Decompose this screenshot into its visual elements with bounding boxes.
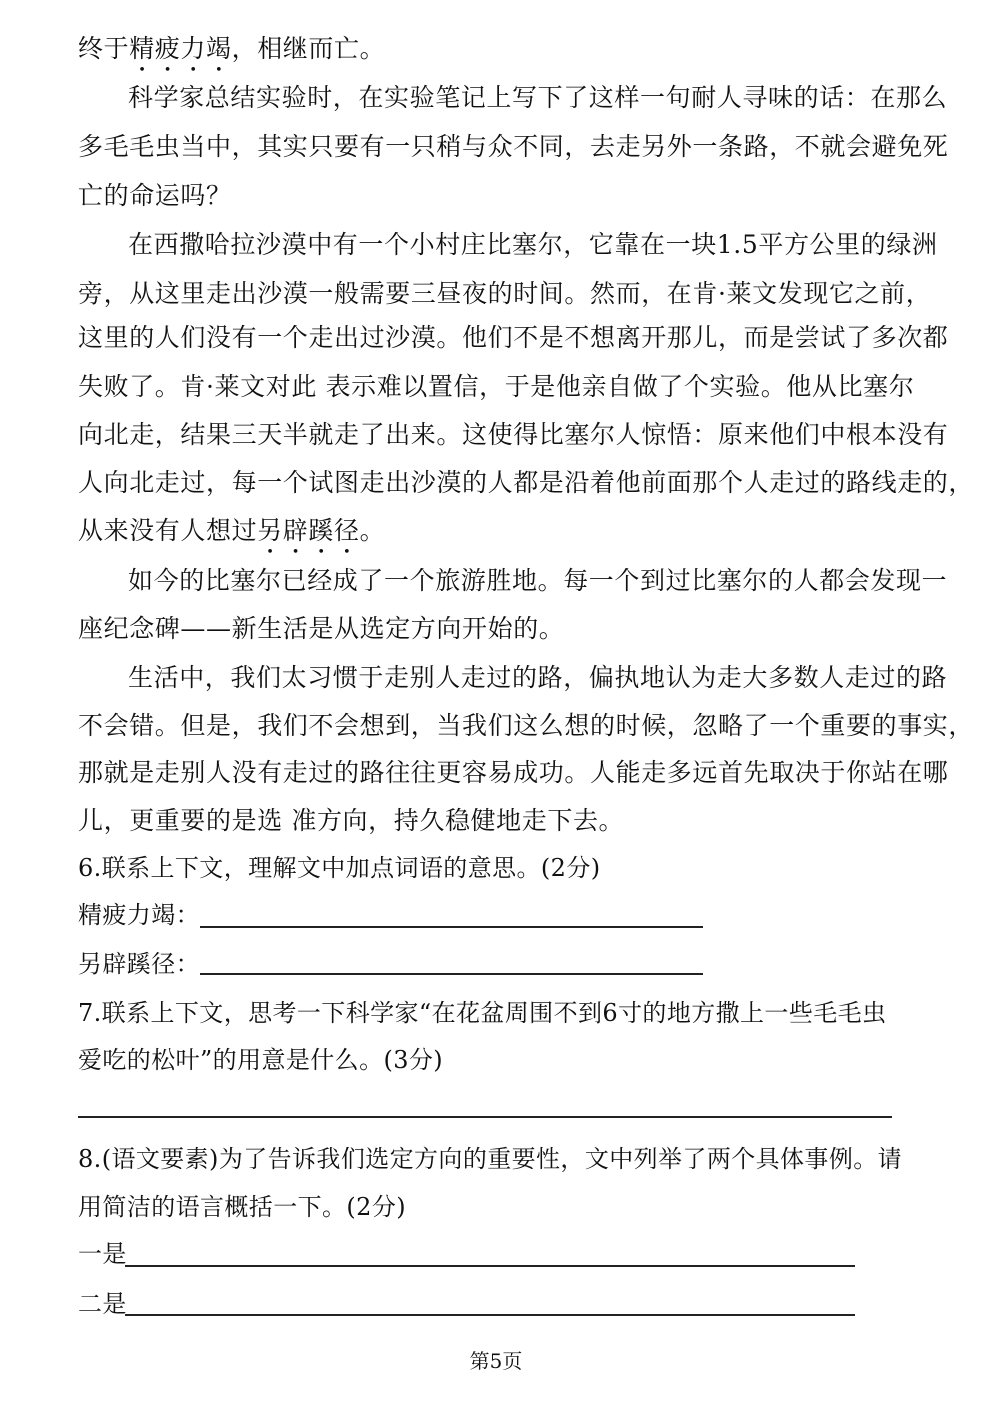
passage-line: 那就是走别人没有走过的路往往更容易成功。人能走多远首先取决于你站在哪 xyxy=(78,758,949,787)
answer-blank-6a[interactable] xyxy=(200,926,703,928)
passage-line: 向北走，结果三天半就走了出来。这使得比塞尔人惊悟：原来他们中根本没有 xyxy=(78,420,949,449)
question-6-label-a: 精疲力竭： xyxy=(78,901,200,929)
passage-line: 人向北走过，每一个试图走出沙漠的人都是沿着他前面那个人走过的路线走的， xyxy=(78,468,975,497)
text: 终于 xyxy=(78,34,130,63)
passage-line: 不会错。但是，我们不会想到，当我们这么想的时候，忽略了一个重要的事实， xyxy=(78,711,975,740)
question-7-line1: 7.联系上下文，思考一下科学家“在花盆周围不到6寸的地方撒上一些毛毛虫 xyxy=(78,999,887,1027)
passage-line: 生活中，我们太习惯于走别人走过的路，偏执地认为走大多数人走过的路 xyxy=(128,663,948,692)
answer-blank-8a[interactable] xyxy=(125,1265,855,1267)
text: 。 xyxy=(359,516,386,545)
passage-line: 在西撒哈拉沙漠中有一个小村庄比塞尔，它靠在一块1.5平方公里的绿洲 xyxy=(128,230,938,259)
text: 从来没有人想过 xyxy=(78,516,258,545)
passage-line: 这里的人们没有一个走出过沙漠。他们不是不想离开那儿，而是尝试了多次都 xyxy=(78,323,949,352)
question-6: 6.联系上下文，理解文中加点词语的意思。(2分) xyxy=(78,854,601,882)
passage-line xyxy=(78,32,385,78)
question-6-label-b: 另辟蹊径： xyxy=(78,950,200,978)
question-8-label-b: 二是 xyxy=(78,1290,127,1318)
dotted-word-jingpilijie: 精疲力竭 xyxy=(129,34,232,63)
passage-line: 如今的比塞尔已经成了一个旅游胜地。每一个到过比塞尔的人都会发现一 xyxy=(128,566,948,595)
page-number: 第5页 xyxy=(469,1349,523,1373)
answer-blank-6b[interactable] xyxy=(200,973,703,975)
answer-blank-8b[interactable] xyxy=(125,1314,855,1316)
passage-line: 失败了。肯·莱文对此 表示难以置信，于是他亲自做了个实验。他从比塞尔 xyxy=(78,372,915,401)
passage-line xyxy=(78,514,385,560)
question-8-label-a: 一是 xyxy=(78,1240,127,1268)
question-8-line2: 用简洁的语言概括一下。(2分) xyxy=(78,1193,406,1221)
dotted-word-lingpixijing: 另辟蹊径 xyxy=(257,516,360,545)
passage-line: 旁，从这里走出沙漠一般需要三昼夜的时间。然而，在肯·莱文发现它之前， xyxy=(78,279,932,308)
passage-line: 座纪念碑——新生活是从选定方向开始的。 xyxy=(78,614,565,643)
question-8-line1: 8.(语文要素)为了告诉我们选定方向的重要性，文中列举了两个具体事例。请 xyxy=(78,1145,903,1173)
passage-line: 亡的命运吗？ xyxy=(78,181,232,210)
answer-blank-7[interactable] xyxy=(78,1116,892,1118)
passage-line: 科学家总结实验时，在实验笔记上写下了这样一句耐人寻味的话：在那么 xyxy=(128,83,948,112)
question-7-line2: 爱吃的松叶”的用意是什么。(3分) xyxy=(78,1046,444,1074)
text: ，相继而亡。 xyxy=(231,34,386,63)
passage-line: 儿，更重要的是选 准方向，持久稳健地走下去。 xyxy=(78,806,625,835)
passage-line: 多毛毛虫当中，其实只要有一只稍与众不同，去走另外一条路，不就会避免死 xyxy=(78,132,949,161)
